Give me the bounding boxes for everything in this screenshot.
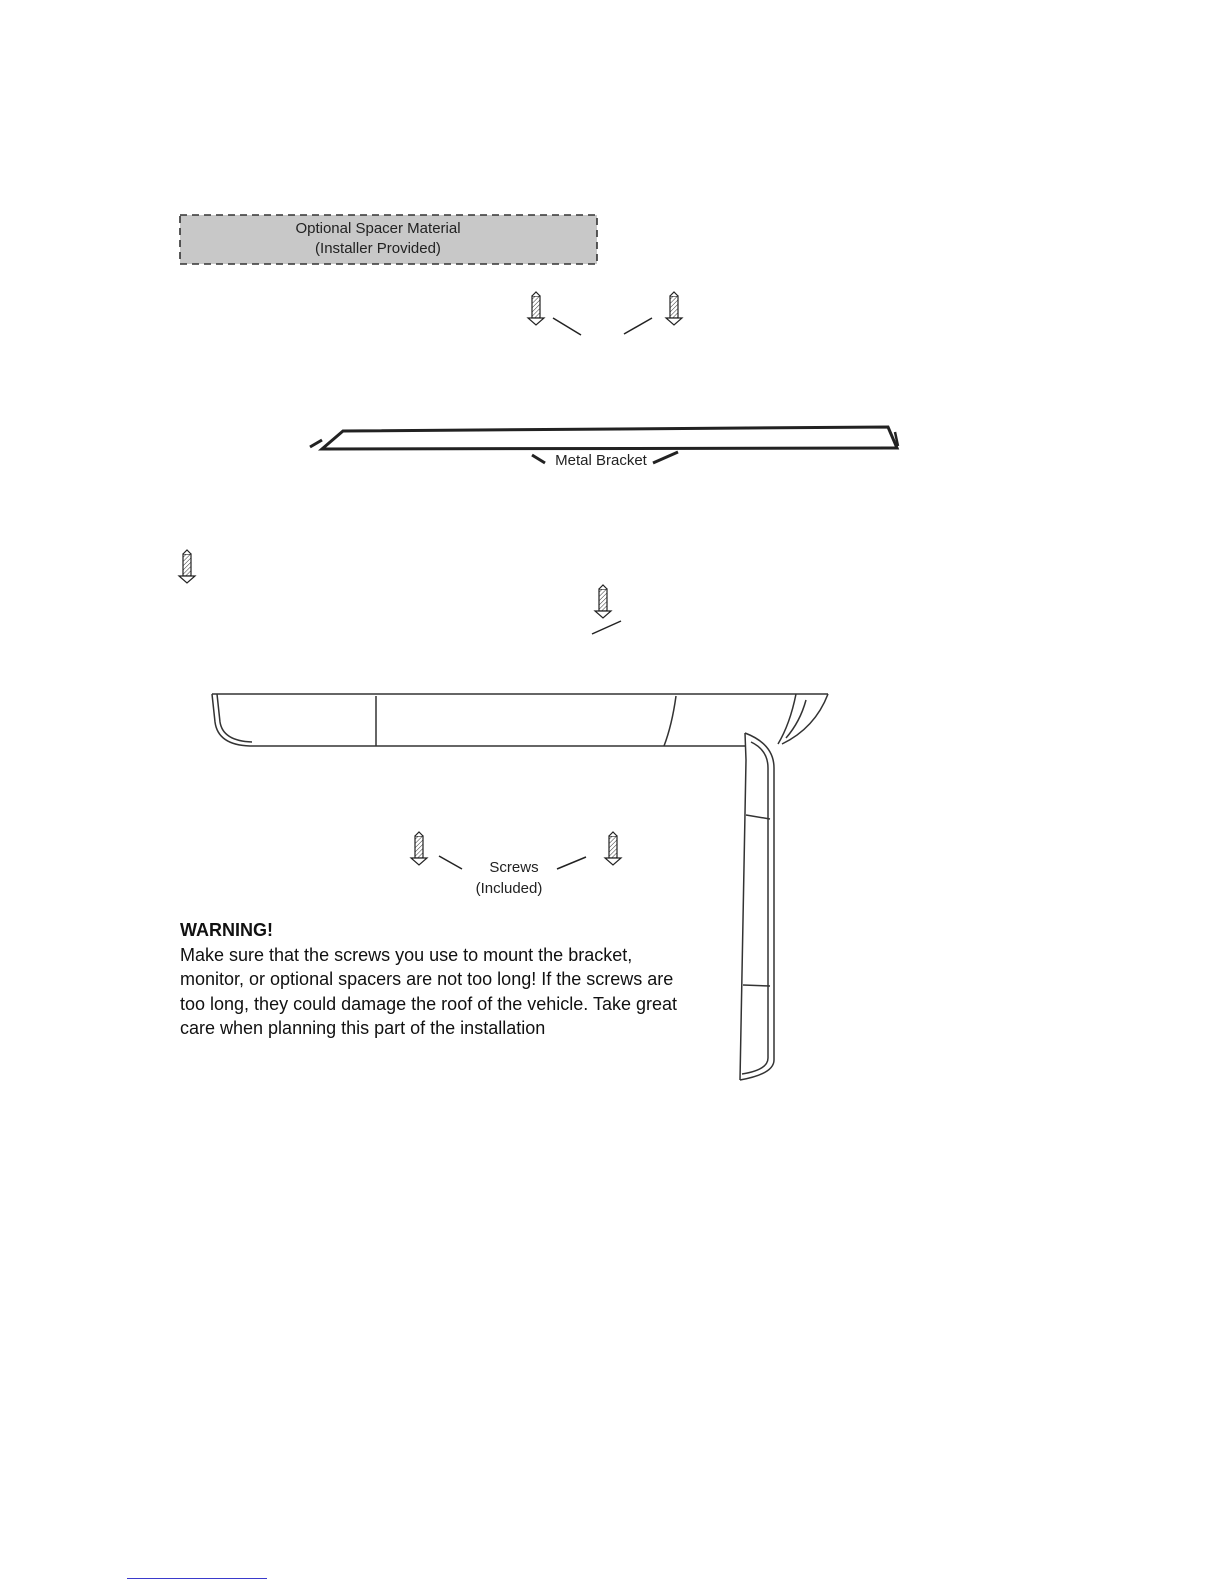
spacer-label-line1: Optional Spacer Material: [295, 220, 461, 237]
footer-link-underline: [127, 1578, 267, 1579]
spacer-material: [180, 215, 597, 264]
warning-block: [180, 918, 680, 1041]
warning-title: WARNING!: [180, 920, 273, 940]
pointer-line: [439, 856, 462, 869]
warning-body: Make sure that the screws you use to mount the bracket, monitor, or optional spacers are not too long! If the screws are too long, they could damage the roof of the vehicle. Take great care when planning this part of the installation: [180, 944, 677, 1038]
pointer-line: [553, 318, 581, 335]
lower-screws: [411, 832, 621, 897]
screws-label-line1: Screws: [489, 859, 539, 876]
screw-icon: [666, 292, 682, 325]
screw-icon: [605, 832, 621, 865]
screen-inner: [740, 733, 746, 1080]
screw-icon: [595, 585, 611, 618]
upper-screws: [528, 292, 682, 335]
pointer-line: [653, 452, 678, 463]
metal-bracket: [310, 427, 898, 469]
bracket-plate: [322, 427, 897, 449]
pointer-line: [592, 621, 621, 634]
screw-icon: [411, 832, 427, 865]
pointer-line: [557, 857, 586, 869]
screw-icon: [179, 550, 195, 583]
middle-screws: [179, 550, 621, 634]
screws-label-line2: (Included): [475, 880, 543, 897]
bracket-label: Metal Bracket: [555, 452, 647, 469]
spacer-label-line2: (Installer Provided): [315, 240, 441, 257]
pointer-line: [532, 455, 545, 463]
housing-bottom-edge: [212, 694, 745, 746]
pointer-line: [624, 318, 652, 334]
screw-icon: [528, 292, 544, 325]
